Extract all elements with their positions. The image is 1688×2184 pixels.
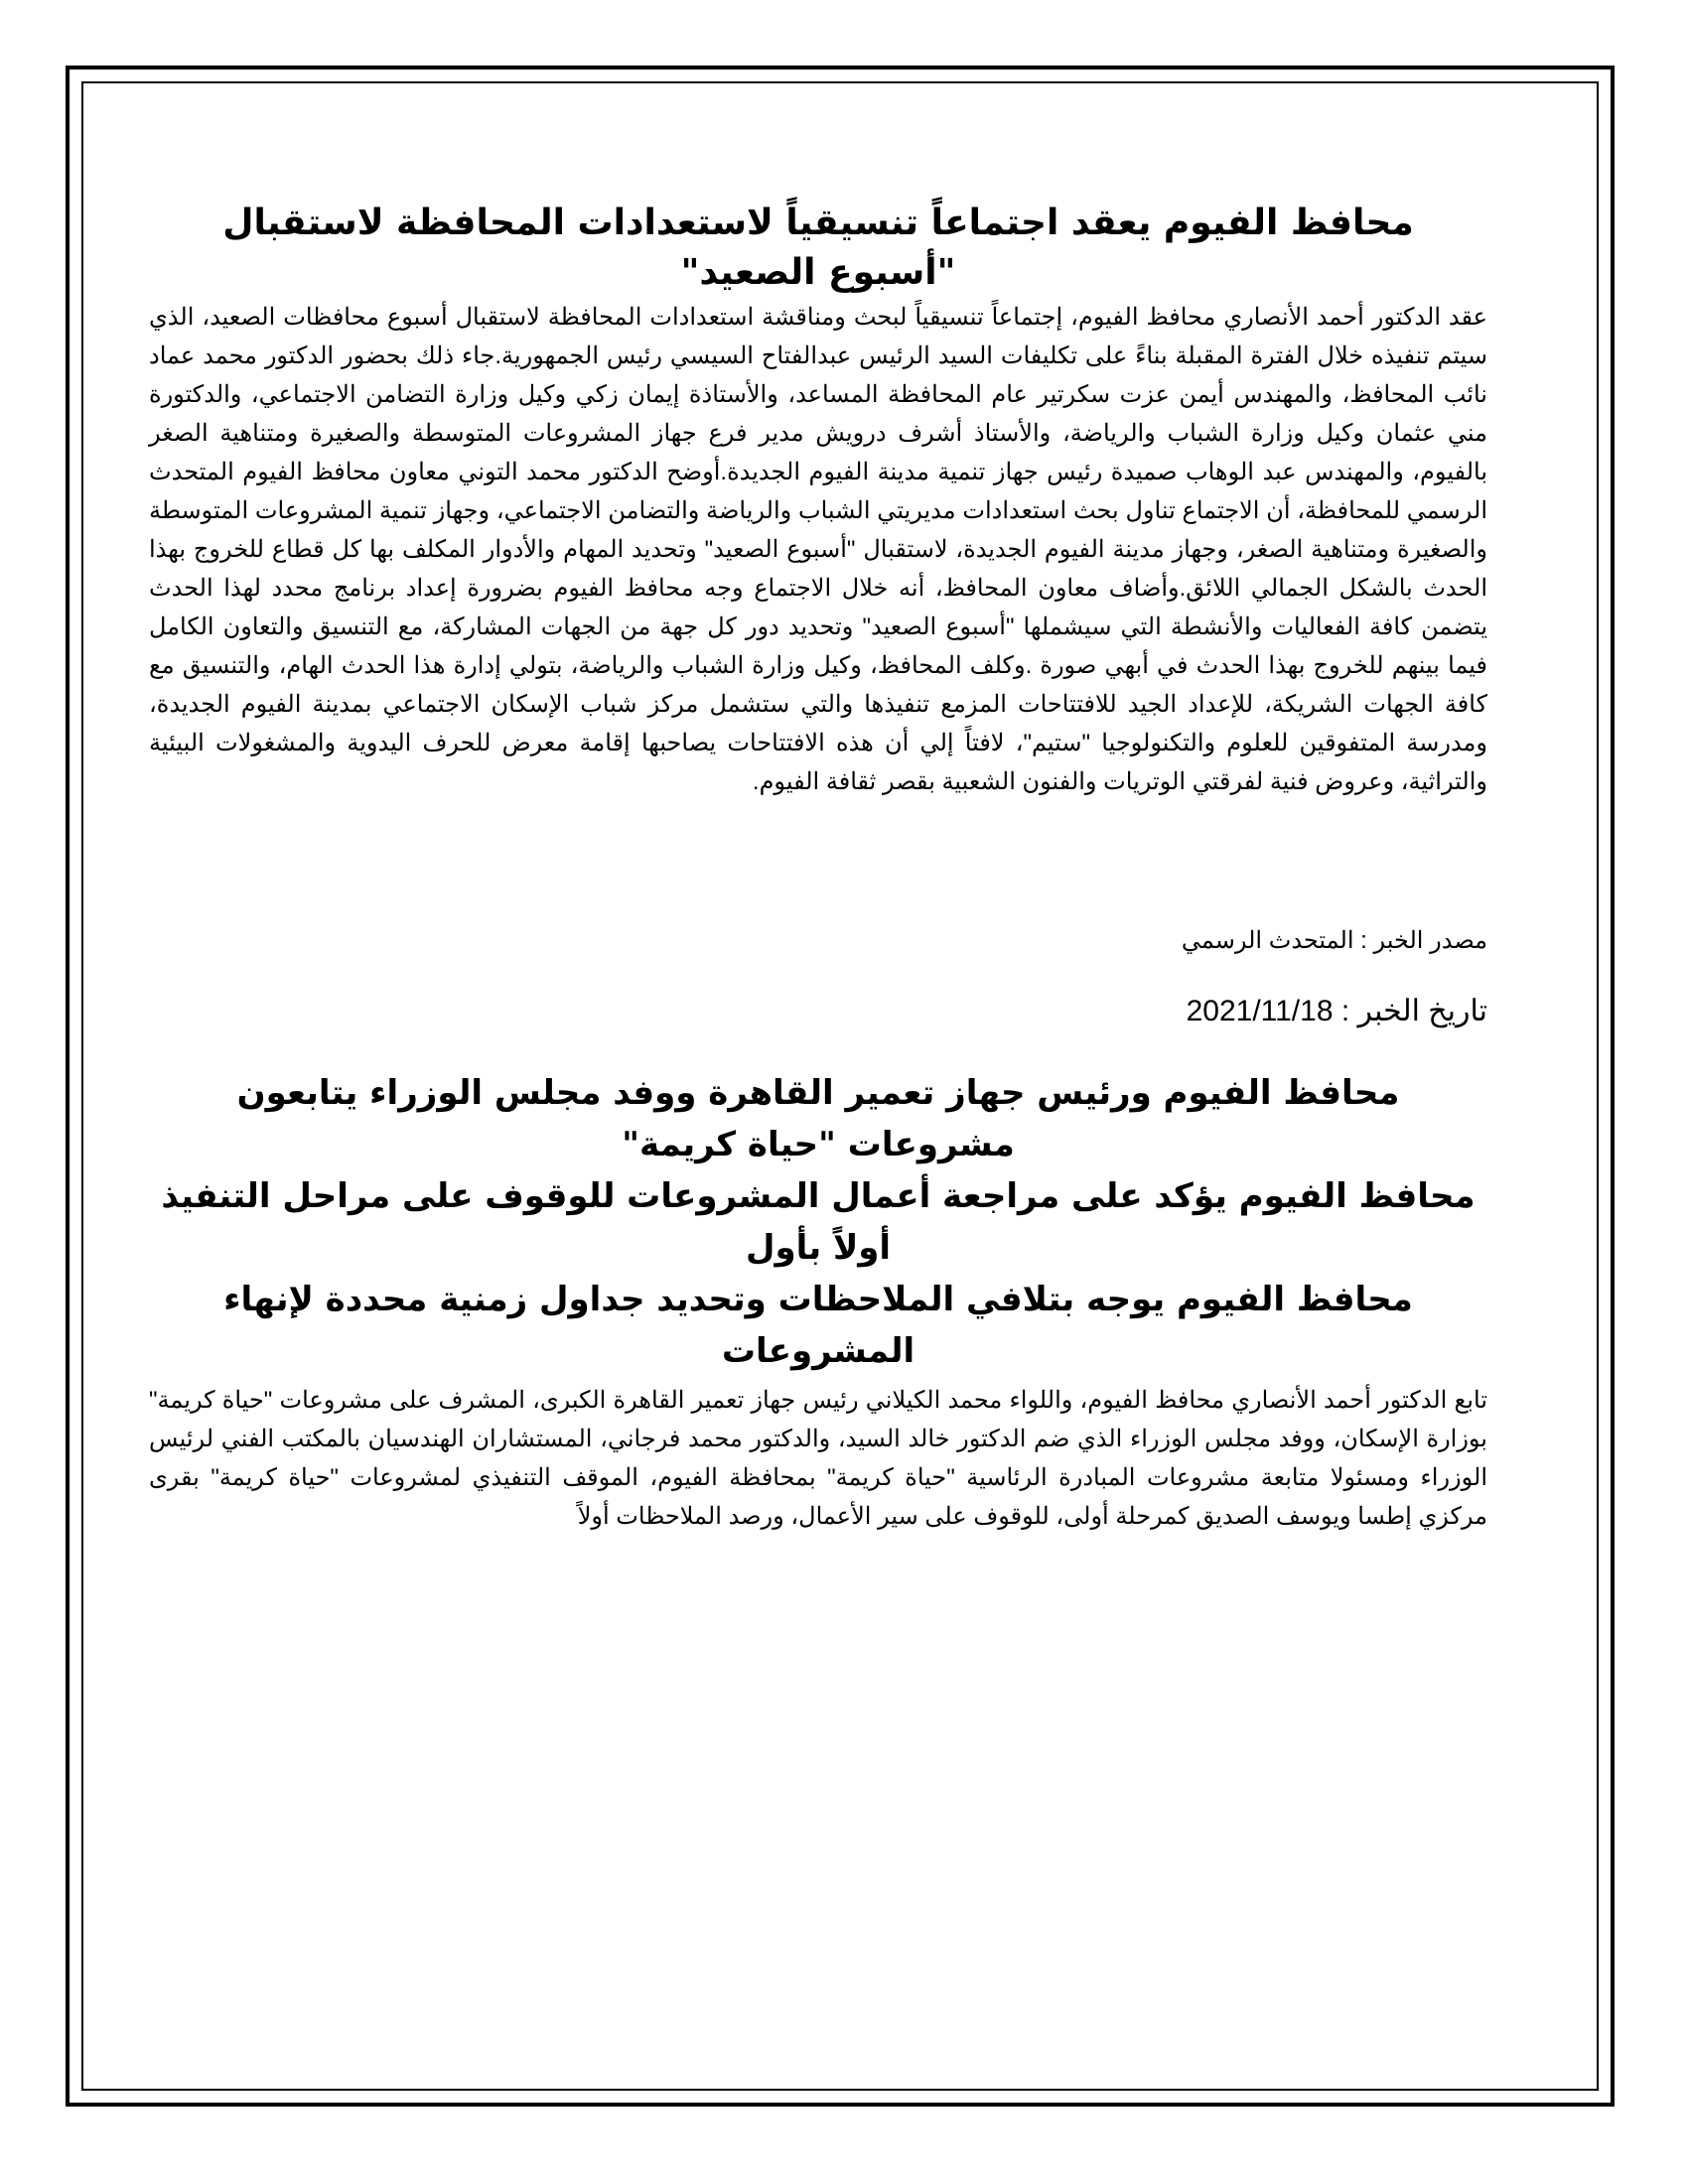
article-2-headlines <box>149 1067 1487 1377</box>
document-content <box>149 199 1487 1536</box>
article-meta <box>149 924 1487 1031</box>
news-date: تاريخ الخبر : 2021/11/18 <box>1186 995 1487 1027</box>
article-2-body: تابع الدكتور أحمد الأنصاري محافظ الفيوم، واللواء محمد الكيلاني رئيس جهاز تعمير القاهرة الكبرى، المشرف على مشروعات "حياة كريمة" بوزارة الإسكان، ووفد مجلس الوزراء الذي ضم الدكتور خالد السيد، والدكتور محمد فرجاني، المستشاران الهندسيان بالمكتب الفني لرئيس الوزراء ومسئولا متابعة مشروعات المبادرة الرئاسية "حياة كريمة" بمحافظة الفيوم، الموقف التنفيذي لمشروعات "حياة كريمة" بقرى مركزي إطسا ويوسف الصديق كمرحلة أولى، للوقوف على سير الأعمال، ورصد الملاحظات أولاً <box>149 1387 1487 1530</box>
news-source: مصدر الخبر : المتحدث الرسمي <box>1181 927 1487 954</box>
article-1-body: عقد الدكتور أحمد الأنصاري محافظ الفيوم، إجتماعاً تنسيقياً لبحث ومناقشة استعدادات المحافظة لاستقبال أسبوع محافظات الصعيد، الذي سيتم تنفيذه خلال الفترة المقبلة بناءً على تكليفات السيد الرئيس عبدالفتاح السيسي رئيس الجمهورية.جاء ذلك بحضور الدكتور محمد عماد نائب المحافظ، والمهندس أيمن عزت سكرتير عام المحافظة المساعد، والأستاذة إيمان زكي وكيل وزارة التضامن الاجتماعي، والدكتورة مني عثمان وكيل وزارة الشباب والرياضة، والأستاذ أشرف درويش مدير فرع جهاز المشروعات المتوسطة والصغيرة ومتناهية الصغر بالفيوم، والمهندس عبد الوهاب صميدة رئيس جهاز تنمية مدينة الفيوم الجديدة.أوضح الدكتور محمد التوني معاون محافظ الفيوم المتحدث الرسمي للمحافظة، أن الاجتماع تناول بحث استعدادات مديريتي الشباب والرياضة والتضامن الاجتماعي، وجهاز تنمية المشروعات المتوسطة والصغيرة ومتناهية الصغر، وجهاز مدينة الفيوم الجديدة، لاستقبال "أسبوع الصعيد" وتحديد المهام والأدوار المكلف بها كل قطاع للخروج بهذا الحدث بالشكل الجمالي اللائق.وأضاف معاون المحافظ، أنه خلال الاجتماع وجه محافظ الفيوم بضرورة إعداد برنامج محدد لهذا الحدث يتضمن كافة الفعاليات والأنشطة التي سيشملها "أسبوع الصعيد" وتحديد دور كل جهة من الجهات المشاركة، مع التنسيق والتعاون الكامل فيما بينهم للخروج بهذا الحدث في أبهي صورة .وكلف المحافظ، وكيل وزارة الشباب والرياضة، بتولي إدارة هذا الحدث الهام، والتنسيق مع كافة الجهات الشريكة، للإعداد الجيد للافتتاحات المزمع تنفيذها والتي ستشمل مركز شباب الإسكان الاجتماعي بمدينة الفيوم الجديدة، ومدرسة المتفوقين للعلوم والتكنولوجيا "ستيم"، لافتاً إلي أن هذه الافتتاحات يصاحبها إقامة معرض للحرف اليدوية والمشغولات البيئية والتراثية، وعروض فنية لفرقتي الوتريات والفنون الشعبية بقصر ثقافة الفيوم. <box>149 304 1487 795</box>
article-2-headline-3: محافظ الفيوم يوجه بتلافي الملاحظات وتحديد جداول زمنية محددة لإنهاء المشروعات <box>223 1280 1413 1371</box>
article-1-title: محافظ الفيوم يعقد اجتماعاً تنسيقياً لاستعدادات المحافظة لاستقبال "أسبوع الصعيد" <box>222 203 1414 293</box>
article-2-headline-1: محافظ الفيوم ورئيس جهاز تعمير القاهرة ووفد مجلس الوزراء يتابعون مشروعات "حياة كريمة" <box>236 1073 1400 1164</box>
article-2-headline-2: محافظ الفيوم يؤكد على مراجعة أعمال المشروعات للوقوف على مراحل التنفيذ أولاً بأول <box>161 1176 1476 1268</box>
